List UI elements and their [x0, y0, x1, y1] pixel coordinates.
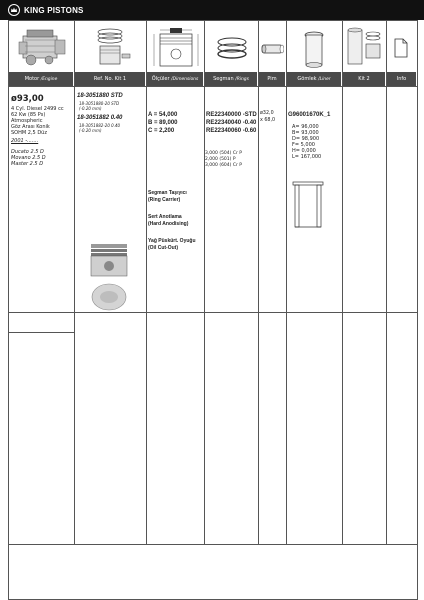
note-oil-cutout: Yağ Püskürt. Oyuğu (Oil Cut-Out) [148, 238, 196, 251]
column-header-engine: Motor /Engine [9, 72, 73, 86]
liner-code: G96001670K_1 [288, 112, 331, 118]
engine-year: 2001 -....... [11, 138, 39, 144]
dimension-b: B = 89,000 [148, 120, 178, 126]
column-header-dimensions: Ölçüler /Dimensions [147, 72, 203, 86]
engine-model-3: Master 2.5 D [11, 161, 44, 167]
pin-image [260, 40, 284, 58]
engine-model-2: Movano 2.5 D [11, 155, 46, 161]
ring-spec-3: 3,000 (604) Cr P [205, 163, 242, 168]
ref-sub-std: 18-3051880-20 STD [79, 101, 120, 106]
liner-image [301, 30, 327, 70]
ring-code-040: RE22340040 -0.40 [206, 120, 257, 126]
ref-sub-040-note: (-0.20 mm) [79, 128, 102, 133]
engine-spec-2: 62 Kw (85 Ps) [11, 112, 46, 118]
liner-dim-b: B= 93,000 [292, 130, 319, 136]
ref-code-std: 18-3051880 STD [77, 93, 123, 99]
column-header-kit2: Kit 2 [343, 72, 385, 86]
ref-code-040: 18-3051882 0.40 [77, 115, 123, 121]
brand-logo [8, 4, 84, 16]
pin-length: x 68,0 [260, 118, 276, 123]
engine-spec-3: Atmospheric [11, 118, 43, 124]
engine-spec-4: Göz Arası Konik [11, 124, 50, 130]
column-header-info: Info [387, 72, 416, 86]
ring-code-std: RE22340000 -STD [206, 112, 257, 118]
kit2-image [345, 26, 383, 70]
dimension-a: A = 54,000 [148, 112, 178, 118]
column-header-rings: Segman /Rings [205, 72, 257, 86]
crown-icon [8, 4, 20, 16]
liner-dim-a: A= 96,000 [292, 124, 319, 130]
brand-name: KING PISTONS [24, 5, 84, 15]
column-header-liner: Gömlek /Liner [287, 72, 341, 86]
catalog-sheet [8, 20, 417, 600]
engine-spec-1: 4 Cyl. Diesel 2499 cc [11, 106, 64, 112]
dimension-c: C = 2,200 [148, 128, 175, 134]
liner-drawing [291, 180, 325, 230]
piston-photo [88, 242, 130, 312]
liner-dim-f: F= 5,000 [292, 142, 315, 148]
engine-model-1: Ducato 2.5 D [11, 149, 44, 155]
ring-spec-2: 2,000 (501) P [205, 157, 236, 162]
note-hard-anodising: Sert Anotlama (Hard Anodising) [148, 214, 189, 227]
ring-spec-1: 3,000 (504) Cr P [205, 151, 242, 156]
liner-dim-l: L= 167,000 [292, 154, 322, 160]
pin-diameter: ø32,0 [260, 111, 274, 116]
ring-code-060: RE22340060 -0.60 [206, 128, 257, 134]
engine-spec-5: SOHM 2,5 Düz [11, 130, 47, 136]
engine-bore: ø93,00 [11, 94, 44, 104]
column-header-pin: Pim [259, 72, 285, 86]
rings-image [213, 32, 251, 66]
ref-sub-std-note: (-0.20 mm) [79, 106, 102, 111]
document-icon [393, 38, 409, 58]
brand-bar [0, 0, 424, 20]
liner-dim-h: H= 0,000 [292, 148, 316, 154]
column-header-ref: Ref. No. Kit 1 [75, 72, 145, 86]
note-ring-carrier: Segman Taşıyıcı (Ring Carrier) [148, 190, 187, 203]
ref-sub-040: 18-3051882-20 0.40 [79, 123, 121, 128]
liner-dim-d: D= 98,900 [292, 136, 320, 142]
engine-image [11, 26, 71, 68]
piston-kit-image [92, 26, 132, 70]
piston-dimension-drawing [150, 26, 202, 70]
